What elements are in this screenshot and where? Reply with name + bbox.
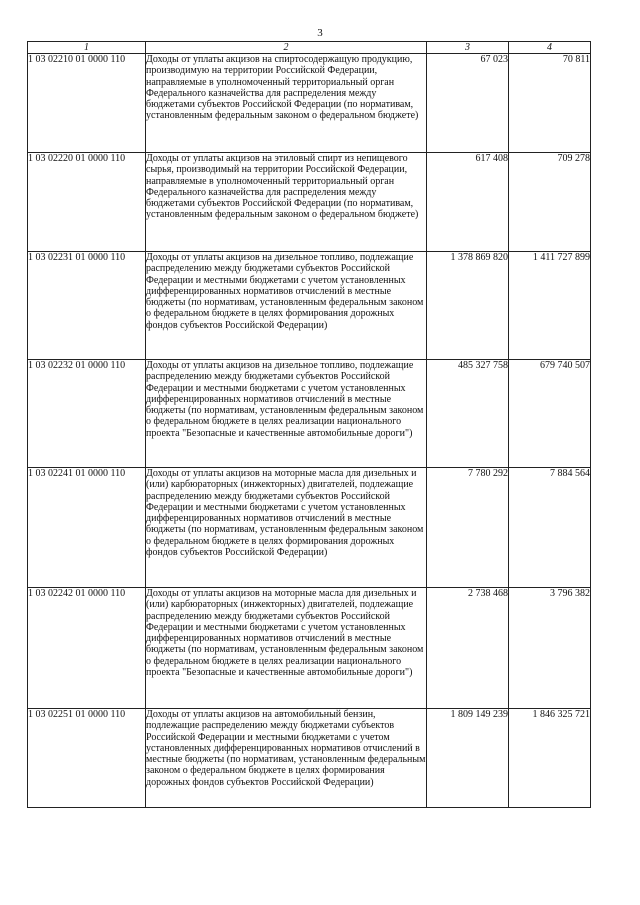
page-number: 3 — [317, 27, 323, 39]
classification-code: 1 03 02220 01 0000 110 — [28, 153, 146, 252]
classification-code: 1 03 02251 01 0000 110 — [28, 709, 146, 808]
amount-col-3: 617 408 — [427, 153, 509, 252]
amount-col-4: 679 740 507 — [509, 360, 591, 468]
amount-col-3: 1 809 149 239 — [427, 709, 509, 808]
table-row — [28, 468, 591, 588]
revenue-description: Доходы от уплаты акцизов на дизельное топливо, подлежащие распределению между бюджетами субъектов Российской Федерации и местными бюджетами с учетом установленных дифференцированных нормативов отчислений в местные бюджеты (по нормативам, установленным федеральным законом о федеральном бюджете в целях формирования дорожных фондов субъектов Российской Федерации) — [146, 252, 427, 360]
classification-code: 1 03 02241 01 0000 110 — [28, 468, 146, 588]
classification-code: 1 03 02232 01 0000 110 — [28, 360, 146, 468]
amount-col-3: 67 023 — [427, 54, 509, 153]
revenue-description: Доходы от уплаты акцизов на этиловый спирт из непищевого сырья, производимый на территории Российской Федерации, направляемые в уполномоченный территориальный орган Федерального казначейства для распределения между бюджетами субъектов Российской Федерации (по нормативам, установленным федеральным законом о федеральном бюджете) — [146, 153, 427, 252]
amount-col-4: 709 278 — [509, 153, 591, 252]
amount-col-4: 3 796 382 — [509, 588, 591, 709]
amount-col-4: 7 884 564 — [509, 468, 591, 588]
classification-code: 1 03 02242 01 0000 110 — [28, 588, 146, 709]
amount-col-3: 1 378 869 820 — [427, 252, 509, 360]
table-row — [28, 153, 591, 252]
amount-col-4: 1 846 325 721 — [509, 709, 591, 808]
revenue-description: Доходы от уплаты акцизов на дизельное топливо, подлежащие распределению между бюджетами субъектов Российской Федерации и местными бюджетами с учетом установленных дифференцированных нормативов отчислений в местные бюджеты (по нормативам, установленным федеральным законом о федеральном бюджете в целях реализации национального проекта "Безопасные и качественные автомобильные дороги") — [146, 360, 427, 468]
classification-code: 1 03 02210 01 0000 110 — [28, 54, 146, 153]
revenue-table — [27, 41, 591, 808]
revenue-description: Доходы от уплаты акцизов на моторные масла для дизельных и (или) карбюраторных (инжекторных) двигателей, подлежащие распределению между бюджетами субъектов Российской Федерации и местными бюджетами с учетом установленных дифференцированных нормативов отчислений в местные бюджеты (по нормативам, установленным федеральным законом о федеральном бюджете в целях реализации национального проекта "Безопасные и качественные автомобильные дороги") — [146, 588, 427, 709]
amount-col-3: 7 780 292 — [427, 468, 509, 588]
amount-col-3: 2 738 468 — [427, 588, 509, 709]
classification-code: 1 03 02231 01 0000 110 — [28, 252, 146, 360]
table-header-row — [28, 42, 591, 54]
amount-col-4: 1 411 727 899 — [509, 252, 591, 360]
amount-col-4: 70 811 — [509, 54, 591, 153]
table-row — [28, 252, 591, 360]
table-row — [28, 709, 591, 808]
amount-col-3: 485 327 758 — [427, 360, 509, 468]
table-row — [28, 54, 591, 153]
revenue-description: Доходы от уплаты акцизов на спиртосодержащую продукцию, производимую на территории Российской Федерации, направляемые в уполномоченный территориальный орган Федерального казначейства для распределения между бюджетами субъектов Российской Федерации (по нормативам, установленным федеральным законом о федеральном бюджете) — [146, 54, 427, 153]
revenue-description: Доходы от уплаты акцизов на моторные масла для дизельных и (или) карбюраторных (инжекторных) двигателей, подлежащие распределению между бюджетами субъектов Российской Федерации и местными бюджетами с учетом установленных дифференцированных нормативов отчислений в местные бюджеты (по нормативам, установленным федеральным законом о федеральном бюджете в целях формирования дорожных фондов субъектов Российской Федерации) — [146, 468, 427, 588]
header-col-1: 1 — [28, 42, 146, 54]
revenue-description: Доходы от уплаты акцизов на автомобильный бензин, подлежащие распределению между бюджетами субъектов Российской Федерации и местными бюджетами с учетом установленных дифференцированных нормативов отчислений в местные бюджеты (по нормативам, установленным федеральным законом о федеральном бюджете в целях формирования дорожных фондов субъектов Российской Федерации) — [146, 709, 427, 808]
table-row — [28, 360, 591, 468]
header-col-2: 2 — [146, 42, 427, 54]
table-row — [28, 588, 591, 709]
header-col-4: 4 — [509, 42, 591, 54]
header-col-3: 3 — [427, 42, 509, 54]
